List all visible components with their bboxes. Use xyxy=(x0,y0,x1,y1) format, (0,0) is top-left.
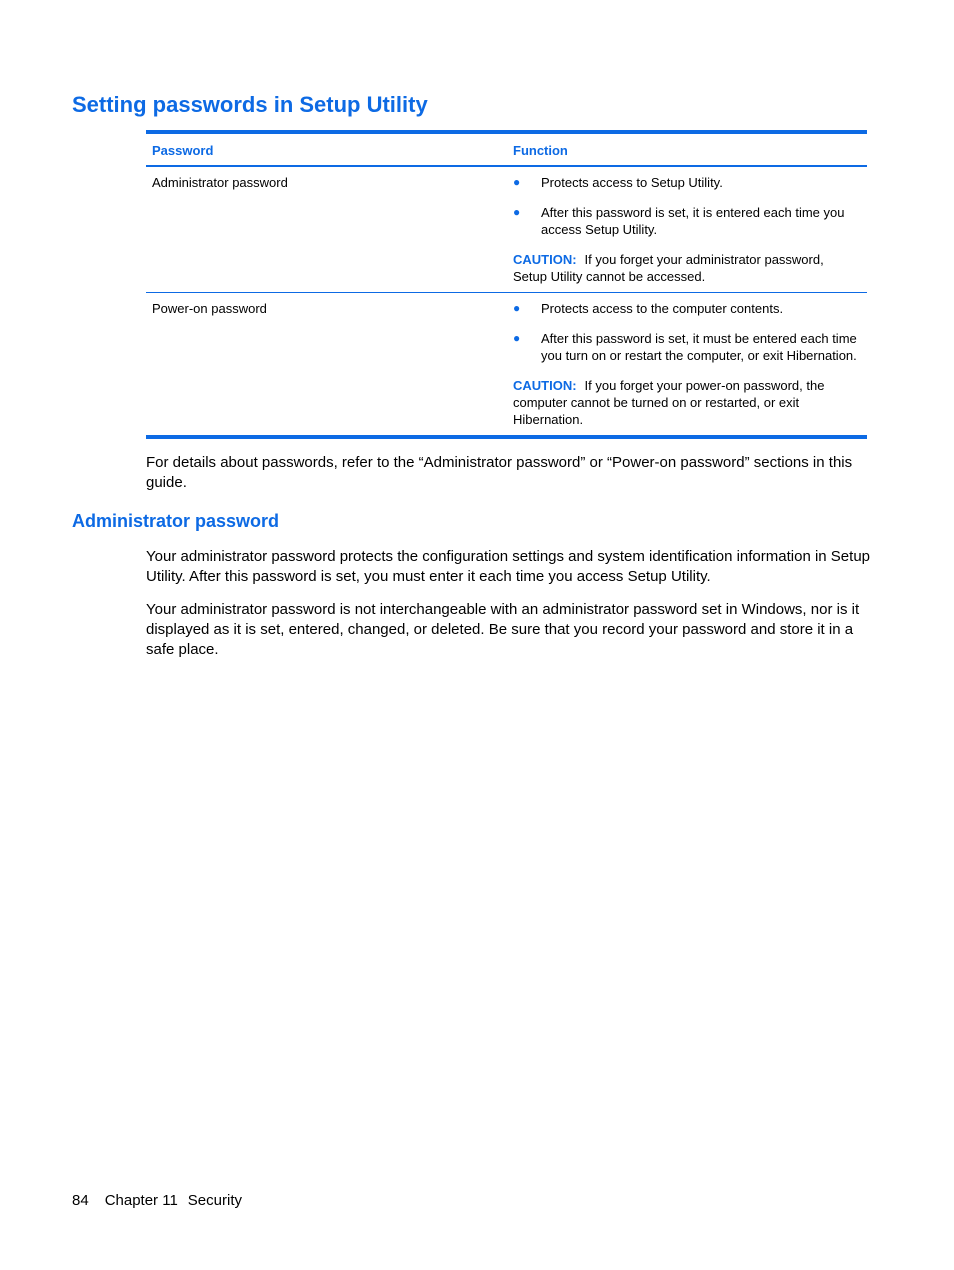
list-item-text: After this password is set, it must be entered each time you turn on or restart the computer, or exit Hibernation. xyxy=(541,331,857,363)
password-function-table xyxy=(146,130,867,439)
list-item xyxy=(513,300,861,317)
caution-label: CAUTION: xyxy=(513,252,577,267)
page-title: Setting passwords in Setup Utility xyxy=(72,92,428,117)
caution-note xyxy=(513,377,861,428)
details-paragraph: For details about passwords, refer to the “Administrator password” or “Power-on password” sections in this guide. xyxy=(146,454,853,491)
function-list xyxy=(513,300,861,364)
list-item xyxy=(513,204,861,238)
section-paragraph: Your administrator password is not interchangeable with an administrator password set in Windows, nor is it displayed as it is set, entered, changed, or deleted. Be sure that you record your password and store it in a safe place. xyxy=(146,601,860,658)
caution-label: CAUTION: xyxy=(513,378,577,393)
password-table xyxy=(146,130,867,439)
list-item-text: Protects access to Setup Utility. xyxy=(541,175,723,190)
list-item xyxy=(513,174,861,191)
password-cell: Administrator password xyxy=(146,166,507,293)
table-row xyxy=(146,293,867,438)
list-item-text: Protects access to the computer contents. xyxy=(541,301,784,316)
caution-text: If you forget your administrator password, Setup Utility cannot be accessed. xyxy=(513,252,824,284)
page-number: 84 xyxy=(72,1192,89,1209)
password-cell: Power-on password xyxy=(152,301,267,316)
function-list xyxy=(513,174,861,238)
column-header-password: Password xyxy=(146,132,507,166)
section-heading: Administrator password xyxy=(72,511,280,531)
chapter-label: Chapter 11 xyxy=(104,1192,178,1209)
chapter-title: Security xyxy=(187,1192,242,1209)
caution-text: If you forget your power-on password, the computer cannot be turned on or restarted, or exit Hibernation. xyxy=(513,378,825,427)
list-item xyxy=(513,330,861,364)
caution-note xyxy=(513,251,861,285)
table-row xyxy=(146,166,867,293)
column-header-function: Function xyxy=(507,132,867,166)
bullet-icon: ● xyxy=(513,301,521,315)
bullet-icon: ● xyxy=(513,205,521,219)
function-cell xyxy=(507,166,867,293)
bullet-icon: ● xyxy=(513,331,521,345)
bullet-icon: ● xyxy=(513,175,521,189)
list-item-text: After this password is set, it is entered each time you access Setup Utility. xyxy=(541,205,845,237)
table-header-row xyxy=(146,132,867,166)
page-footer xyxy=(72,1192,258,1209)
section-paragraph: Your administrator password protects the configuration settings and system identification information in Setup Utility. After this password is set, you must enter it each time you access Setup Utility. xyxy=(146,548,870,585)
function-cell xyxy=(507,293,867,438)
